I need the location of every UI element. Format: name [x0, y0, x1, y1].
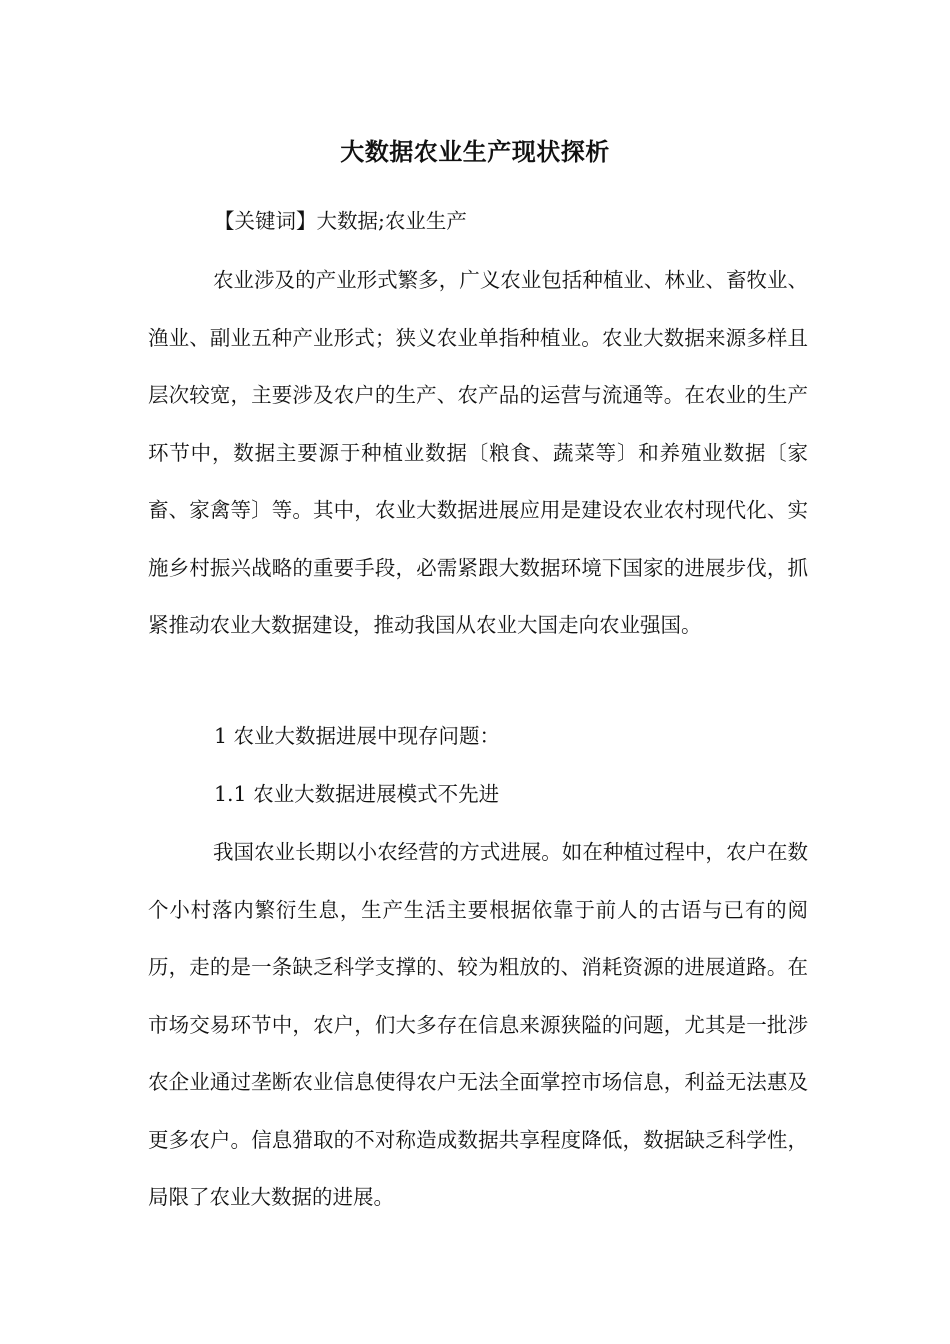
- section-heading: 1 农业大数据进展中现存问题：: [214, 724, 501, 748]
- document-title: 大数据农业生产现状探析: [340, 137, 610, 166]
- body-paragraph-intro: 农业涉及的产业形式繁多，广义农业包括种植业、林业、畜牧业、渔业、副业五种产业形式；狭义农业单指种植业。农业大数据来源多样且层次较宽，主要涉及农户的生产、农产品的运营与流通等。在农业的生产环节中，数据主要源于种植业数据〔粮食、蔬菜等〕和养殖业数据〔家畜、家禽等〕等。其中，农业大数据进展应用是建设农业农村现代化、实施乡村振兴战略的重要手段，必需紧跟大数据环境下国家的进展步伐，抓紧推动农业大数据建设，推动我国从农业大国走向农业强国。: [148, 268, 808, 637]
- keywords-line: 【关键词】大数据;农业生产: [214, 209, 467, 233]
- subsection-heading: 1.1 农业大数据进展模式不先进: [214, 782, 500, 806]
- body-paragraph-problem: 我国农业长期以小农经营的方式进展。如在种植过程中，农户在数个小村落内繁衍生息，生产生活主要根据依靠于前人的古语与已有的阅历，走的是一条缺乏科学支撑的、较为粗放的、消耗资源的进展道路。在市场交易环节中，农户，们大多存在信息来源狭隘的问题，尤其是一批涉农企业通过垄断农业信息使得农户无法全面掌控市场信息，利益无法惠及更多农户。信息猎取的不对称造成数据共享程度降低，数据缺乏科学性，局限了农业大数据的进展。: [148, 840, 808, 1209]
